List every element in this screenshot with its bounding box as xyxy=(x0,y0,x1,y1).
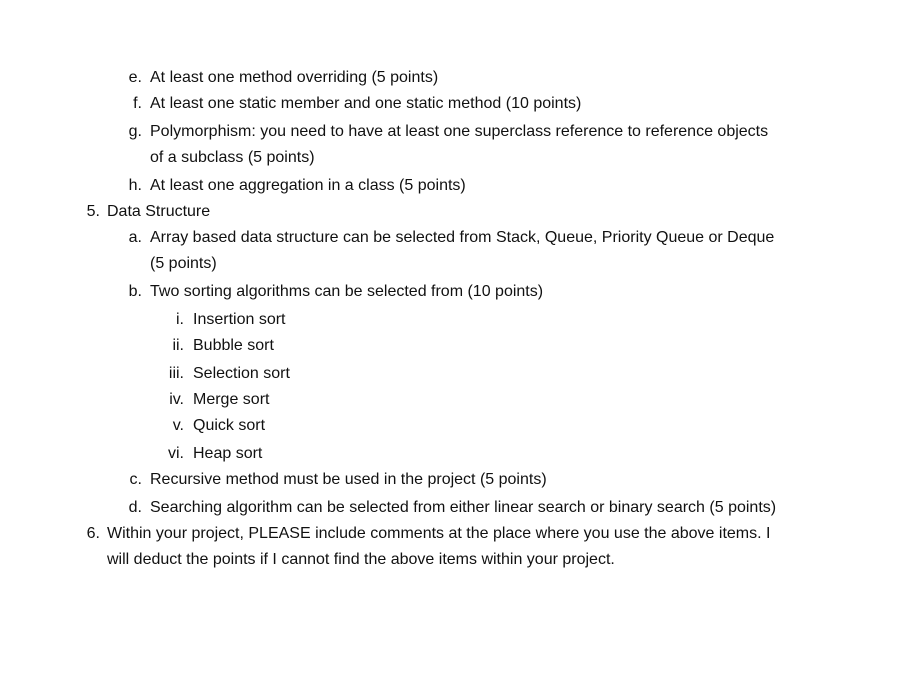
list-item: Searching algorithm can be selected from either linear search or binary search (5 points) xyxy=(150,499,777,516)
sublist-marker: v. xyxy=(172,417,184,434)
list-item: Two sorting algorithms can be selected from (10 points) xyxy=(150,283,544,300)
sublist-marker: i. xyxy=(176,311,184,328)
list-item-continuation: of a subclass (5 points) xyxy=(150,149,315,166)
sublist-item: Quick sort xyxy=(193,417,266,434)
sublist-item: Bubble sort xyxy=(193,337,274,354)
list-marker: e. xyxy=(128,69,142,86)
sublist-item: Selection sort xyxy=(193,365,290,382)
list-marker: b. xyxy=(128,283,142,300)
sublist-marker: iv. xyxy=(169,391,184,408)
sublist-item: Insertion sort xyxy=(193,311,286,328)
sublist-item: Heap sort xyxy=(193,445,263,462)
sublist-marker: iii. xyxy=(168,365,184,382)
section-number: 6. xyxy=(86,525,100,542)
list-item: At least one method overriding (5 points) xyxy=(150,69,439,86)
list-item: At least one aggregation in a class (5 points) xyxy=(150,177,466,194)
sublist-marker: vi. xyxy=(168,445,184,462)
section-text: Within your project, PLEASE include comments at the place where you use the above items. I xyxy=(107,525,771,542)
list-item: Polymorphism: you need to have at least one superclass reference to reference objects xyxy=(150,123,769,140)
list-marker: a. xyxy=(128,229,142,246)
sublist-item: Merge sort xyxy=(193,391,270,408)
section-text-continuation: will deduct the points if I cannot find the above items within your project. xyxy=(107,551,615,568)
list-marker: d. xyxy=(128,499,142,516)
sublist-marker: ii. xyxy=(172,337,184,354)
list-marker: h. xyxy=(128,177,142,194)
list-marker: c. xyxy=(129,471,142,488)
list-item: Array based data structure can be selected from Stack, Queue, Priority Queue or Deque xyxy=(150,229,775,246)
section-number: 5. xyxy=(86,203,100,220)
section-title: Data Structure xyxy=(107,203,211,220)
list-item: Recursive method must be used in the project (5 points) xyxy=(150,471,547,488)
list-marker: g. xyxy=(128,123,142,140)
list-item: At least one static member and one static method (10 points) xyxy=(150,95,582,112)
list-item-continuation: (5 points) xyxy=(150,255,217,272)
list-marker: f. xyxy=(133,95,142,112)
